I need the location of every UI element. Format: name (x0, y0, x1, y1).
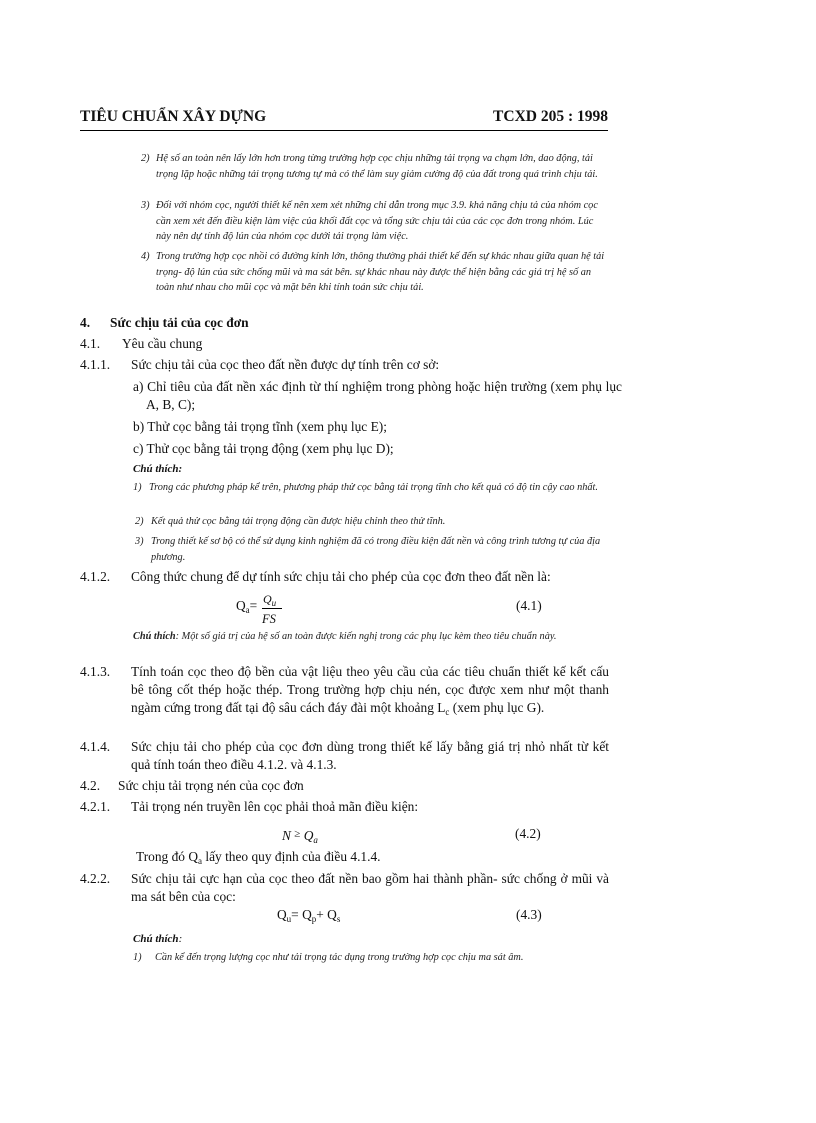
formula-tag: (4.2) (515, 826, 541, 841)
section-4-1-number: 4.1. (80, 336, 101, 351)
note-number: 2) (135, 516, 144, 527)
note-text: Trong thiết kế sơ bộ có thể sử dụng kinh nghiệm đã có trong điều kiện đất nền và công trình tương tự của địa phương. (151, 536, 601, 563)
clause-4-1-1-item-c: c) Thử cọc bằng tải trọng động (xem phụ lục D); (133, 441, 394, 456)
clause-4-2-2-text: Sức chịu tải cực hạn của cọc theo đất nền bao gồm hai thành phần- sức chống ở mũi và ma sát bên của cọc: (131, 871, 609, 904)
formula-numerator: $Q_u$ (263, 592, 277, 608)
header-standard-code: TCXD 205 : 1998 (493, 108, 608, 125)
note-text: Đối với nhóm cọc, người thiết kế nên xem xét những chỉ dẫn trong mục 3.9. khả năng chịu tả của nhóm cọc cần xem xét đến điều kiện làm việc của khối đất cọc và tổng sức chịu tải của các cọc đơn trong nhóm. Lúc này nên dự tính độ lún của nhóm cọc dưới tải trọng làm việc. (156, 200, 598, 242)
clause-4-1-1-note-label: Chú thích: (133, 463, 183, 475)
note-text: Hệ số an toàn nên lấy lớn hơn trong từng trường hợp cọc chịu những tải trọng va chạm lớn, dao động, tải trọng lặp hoặc những tải trọng tương tự mà có thể làm suy giảm cường độ của đất trong quá trình chịu tải. (156, 153, 598, 180)
clause-4-1-4-text: Sức chịu tải cho phép của cọc đơn dùng trong thiết kế lấy bằng giá trị nhỏ nhất từ kết quả tính toán theo điều 4.1.2. và 4.1.3. (131, 739, 609, 772)
note-number: 1) (133, 482, 142, 493)
clause-4-2-1-text: Tải trọng nén truyền lên cọc phải thoả mãn điều kiện: (131, 799, 419, 814)
note-number: 1) (133, 952, 142, 963)
top-note-4 (141, 249, 609, 296)
clause-4-1-2-text: Công thức chung để dự tính sức chịu tải cho phép của cọc đơn theo đất nền là: (131, 569, 551, 584)
section-4-number: 4. (80, 315, 91, 330)
top-note-2 (141, 151, 609, 182)
note-text: Trong các phương pháp kể trên, phương pháp thử cọc bằng tải trọng tĩnh cho kết quả có độ tin cậy cao nhất. (149, 482, 598, 493)
section-4-2-title: Sức chịu tải trọng nén của cọc đơn (118, 778, 304, 793)
header-title: TIÊU CHUẨN XÂY DỰNG (80, 108, 267, 125)
clause-4-1-1-text: Sức chịu tải của cọc theo đất nền được dự tính trên cơ sở: (131, 357, 440, 372)
page-header (80, 106, 608, 131)
formula-tag: (4.3) (516, 907, 542, 922)
clause-4-2-2-number: 4.2.2. (80, 871, 111, 886)
clause-4-1-3-text: Tính toán cọc theo độ bền của vật liệu theo yêu cầu của các tiêu chuẩn thiết kế kết cấu bê tông cốt thép hoặc thép. Trong trường hợp chịu nén, cọc được xem như một thanh ngàm cứng trong đất tại độ sâu cách đáy đài một khoảng $L_c$ (xem phụ lục G). (131, 664, 609, 717)
section-4-2-number: 4.2. (80, 778, 101, 793)
formula-tag: (4.1) (516, 598, 542, 613)
clause-4-1-1-item-b: b) Thử cọc bằng tải trọng tĩnh (xem phụ lục E); (133, 419, 387, 434)
clause-4-1-2-number: 4.1.2. (80, 569, 111, 584)
formula-lhs: $Q_a=$ (236, 598, 258, 615)
clause-4-1-1-note-1 (133, 480, 609, 496)
clause-4-2-1-after: Trong đó $Q_a$ lấy theo quy định của điều 4.1.4. (136, 849, 381, 866)
clause-4-1-2-note: Chú thích: Một số giá trị của hệ số an toàn được kiến nghị trong các phụ lục kèm theo tiêu chuẩn này. (133, 631, 557, 642)
note-number: 4) (141, 251, 150, 262)
note-text: Cần kể đến trọng lượng cọc như tải trọng tác dụng trong trường hợp cọc chịu ma sát âm. (155, 952, 524, 963)
clause-4-1-1-number: 4.1.1. (80, 357, 111, 372)
note-number: 2) (141, 153, 150, 164)
note-text: Trong trường hợp cọc nhồi có đường kính lớn, thông thường phải thiết kế đến sự khác nhau giữa quan hệ tải trọng- độ lún của sức chống mũi và ma sát bên. sự khác nhau này được thể hiện bằng các giá trị hệ số an toàn như nhau cho mũi cọc và mặt bên khi tính toán sức chịu tải. (156, 251, 605, 293)
clause-4-1-4-number: 4.1.4. (80, 739, 111, 754)
clause-4-1-3-number: 4.1.3. (80, 664, 111, 679)
section-4-title: Sức chịu tải của cọc đơn (110, 315, 249, 330)
section-4-1-title: Yêu cầu chung (122, 336, 203, 351)
formula-denominator: FS (262, 612, 276, 626)
clause-4-1-1-item-a: a) Chỉ tiêu của đất nền xác định từ thí nghiệm trong phòng hoặc hiện trường (xem phụ lục A, B, C); (133, 379, 622, 412)
note-number: 3) (135, 536, 144, 547)
clause-4-2-1-number: 4.2.1. (80, 799, 111, 814)
note-text: Kết quả thử cọc bằng tải trọng động cần được hiệu chỉnh theo thử tĩnh. (151, 516, 446, 527)
formula-expression: N ≥ $Q_a$ (282, 828, 318, 845)
note-number: 3) (141, 200, 150, 211)
clause-4-2-2-note-1 (133, 950, 609, 966)
formula-expression: $Q_u= Q_p+ Q_s$ (277, 907, 341, 924)
clause-4-2-2-note-label: Chú thích: (133, 933, 183, 945)
fraction-bar (262, 608, 282, 609)
top-note-3 (141, 198, 609, 245)
clause-4-1-1-note-3 (135, 534, 609, 565)
clause-4-1-1-note-2 (135, 514, 609, 530)
